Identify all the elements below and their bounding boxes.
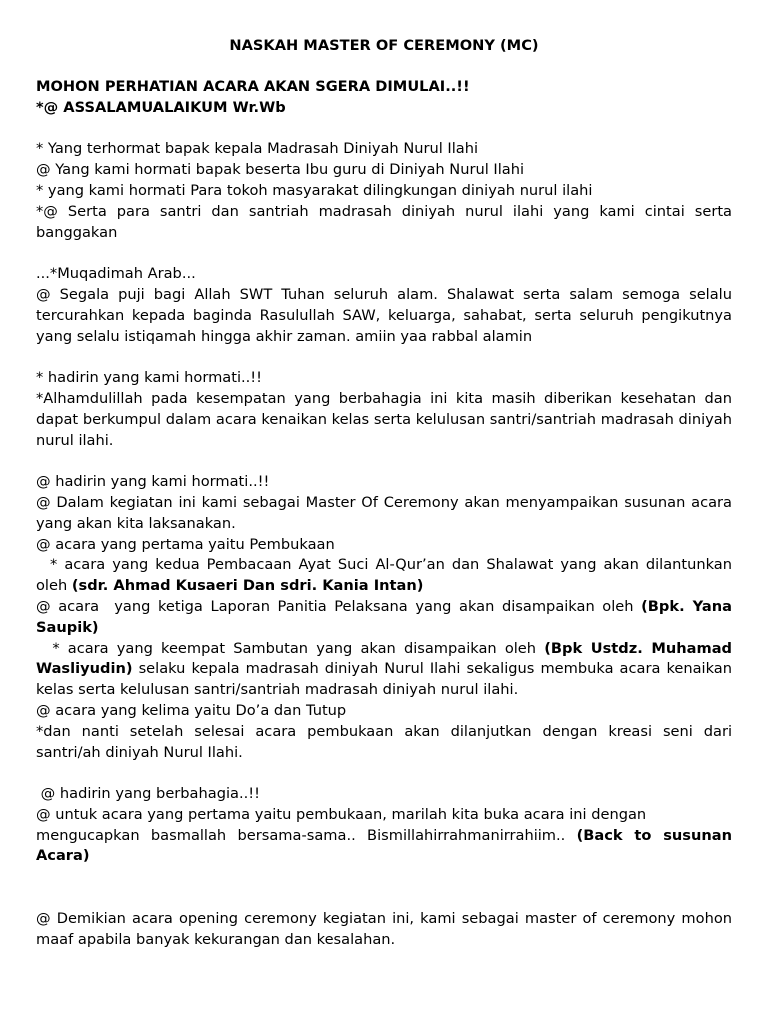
hadirin-line: * hadirin yang kami hormati..!! [36, 369, 263, 387]
acara-item-speaker: (Bpk. Yana Saupik) [36, 597, 738, 636]
acara-item [36, 639, 738, 701]
muqadimah-line: ...*Muqadimah Arab... [36, 265, 196, 283]
opening-line: @ untuk acara yang pertama yaitu pembukaan, marilah kita buka acara ini dengan [36, 805, 647, 823]
acara-item-text: * acara yang kedua Pembacaan Ayat Suci Al-Qur’an dan Shalawat yang akan dilantunkan oleh [36, 556, 737, 595]
opening-line-text: mengucapkan basmallah bersama-sama.. Bismillahirrahmanirrahiim.. [36, 826, 566, 844]
acara-item [36, 597, 738, 639]
alhamdulillah-paragraph: *Alhamdulillah pada kesempatan yang berbahagia ini kita masih diberikan kesehatan dan dapat berkumpul dalam acara kenaikan kelas serta kelulusan santri/santriah madrasah diniyah nurul ilahi. [36, 389, 732, 449]
document-body [36, 77, 738, 950]
greeting-line: @ Yang kami hormati bapak beserta Ibu guru di Diniyah Nurul Ilahi [36, 161, 524, 179]
acara-item [36, 555, 737, 597]
acara-item: @ acara yang pertama yaitu Pembukaan [36, 535, 335, 553]
greeting-line: * yang kami hormati Para tokoh masyarakat dilingkungan diniyah nurul ilahi [36, 181, 593, 199]
hadirin-line: @ hadirin yang berbahagia..!! [36, 785, 260, 803]
acara-item: @ acara yang kelima yaitu Do’a dan Tutup [36, 701, 347, 719]
praise-paragraph: @ Segala puji bagi Allah SWT Tuhan seluruh alam. Shalawat serta salam semoga selalu tercurahkan kepada baginda Rasulullah SAW, keluarga, sahabat, serta seluruh pengikutnya yang selalu istiqamah hingga akhir zaman. amiin yaa rabbal alamin [36, 285, 732, 345]
opening-line [36, 826, 732, 868]
document-title: NASKAH MASTER OF CEREMONY (MC) [229, 37, 539, 54]
greeting-line: * Yang terhormat bapak kepala Madrasah Diniyah Nurul Ilahi [36, 140, 479, 158]
back-to-susunan-note: (Back to susunan Acara) [36, 826, 732, 865]
announcement-line: MOHON PERHATIAN ACARA AKAN SGERA DIMULAI..!! [36, 78, 470, 95]
acara-item-speaker: (Bpk Ustdz. Muhamad Wasliyudin) [36, 639, 738, 678]
kegiatan-paragraph: @ Dalam kegiatan ini kami sebagai Master Of Ceremony akan menyampaikan susunan acara yang akan kita laksanakan. [36, 493, 732, 532]
acara-item-tail: selaku kepala madrasah diniyah Nurul Ilahi sekaligus membuka acara kenaikan kelas serta kelulusan santri/santriah madrasah diniyah nurul ilahi. [36, 660, 737, 699]
greeting-line: *@ Serta para santri dan santriah madrasah diniyah nurul ilahi yang kami cintai serta banggakan [36, 202, 732, 241]
hadirin-line: @ hadirin yang kami hormati..!! [36, 473, 270, 491]
acara-item-text: @ acara yang ketiga Laporan Panitia Pelaksana yang akan disampaikan oleh [36, 597, 642, 615]
acara-item-performers: (sdr. Ahmad Kusaeri Dan sdri. Kania Intan) [71, 577, 424, 595]
closing-paragraph: @ Demikian acara opening ceremony kegiatan ini, kami sebagai master of ceremony mohon maaf apabila banyak kekurangan dan kesalahan. [36, 909, 732, 948]
salam-line: *@ ASSALAMUALAIKUM Wr.Wb [36, 98, 286, 116]
acara-item-text: * acara yang keempat Sambutan yang akan disampaikan oleh [36, 639, 537, 657]
kreasi-paragraph: *dan nanti setelah selesai acara pembukaan akan dilanjutkan dengan kreasi seni dari santri/ah diniyah Nurul Ilahi. [36, 722, 732, 761]
